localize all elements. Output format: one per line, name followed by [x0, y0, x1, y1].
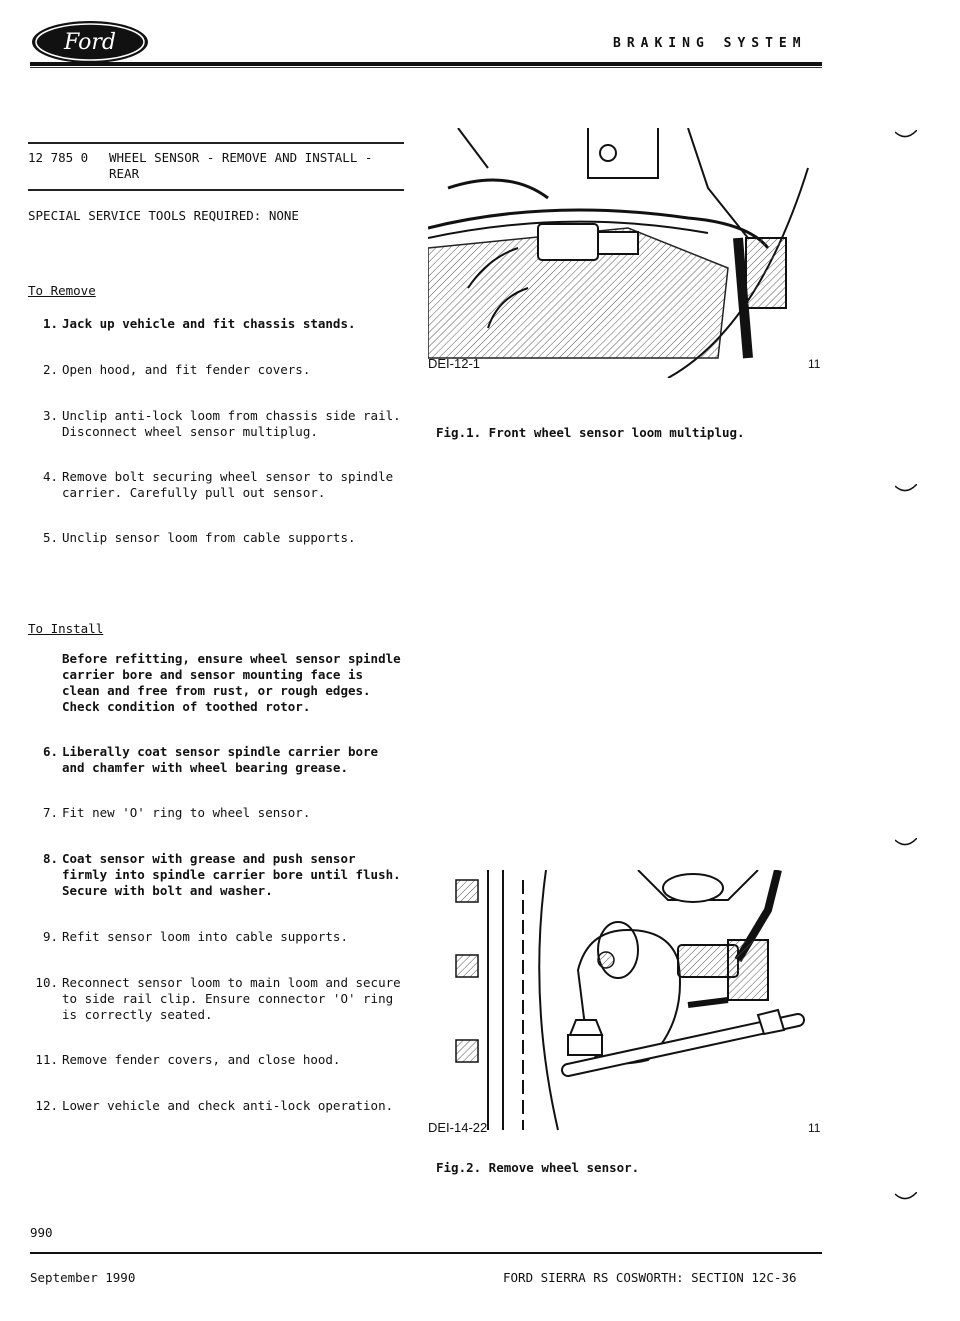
figure-1-illustration [428, 128, 820, 378]
step-number: 8. [42, 851, 58, 866]
footer-rule [30, 1252, 822, 1254]
step-text: Remove fender covers, and close hood. [62, 1052, 341, 1067]
header-rule [30, 62, 822, 66]
section-heading [28, 150, 408, 181]
section-number: 12 785 0 [28, 150, 89, 165]
step-number: 12. [35, 1098, 58, 1113]
figure-2-tag: 11 [808, 1121, 820, 1135]
special-tools-line: SPECIAL SERVICE TOOLS REQUIRED: NONE [28, 208, 299, 223]
footer-reference: FORD SIERRA RS COSWORTH: SECTION 12C-36 [503, 1270, 797, 1285]
section-top-rule [28, 142, 404, 144]
figure-1-code: DEI-12-1 [428, 356, 481, 371]
step-number: 5. [42, 530, 58, 545]
margin-mark [895, 130, 917, 140]
footer-date: September 1990 [30, 1270, 136, 1285]
remove-heading: To Remove [28, 283, 96, 298]
section-title-line1: WHEEL SENSOR - REMOVE AND INSTALL - [109, 150, 373, 165]
figure-2-caption: Fig.2. Remove wheel sensor. [436, 1160, 640, 1175]
install-note: Before refitting, ensure wheel sensor spindle carrier bore and sensor mounting face is clean and free from rust, or rough edges. Check condition of toothed rotor. [62, 651, 401, 714]
step-text: Fit new 'O' ring to wheel sensor. [62, 805, 311, 820]
step-number: 9. [42, 929, 58, 944]
figure-2-code: DEI-14-22 [428, 1120, 488, 1135]
step-text: Coat sensor with grease and push sensor firmly into spindle carrier bore until flush. Secure with bolt and washer. [62, 851, 401, 898]
step-number: 10. [35, 975, 58, 990]
step-number: 11. [35, 1052, 58, 1067]
step-text: Lower vehicle and check anti-lock operation. [62, 1098, 394, 1113]
step-number: 4. [42, 469, 58, 484]
step-text: Jack up vehicle and fit chassis stands. [62, 316, 356, 331]
step-number: 7. [42, 805, 58, 820]
margin-mark [895, 838, 917, 848]
step-number: 6. [42, 744, 58, 759]
step-text: Open hood, and fit fender covers. [62, 362, 311, 377]
install-heading: To Install [28, 621, 104, 636]
step-text: Unclip anti-lock loom from chassis side rail. Disconnect wheel sensor multiplug. [62, 408, 401, 439]
section-bottom-rule [28, 189, 404, 191]
page-number: 990 [30, 1225, 53, 1240]
margin-mark [895, 1192, 917, 1202]
margin-mark [895, 484, 917, 494]
logo-text: Ford [64, 30, 116, 55]
step-text: Refit sensor loom into cable supports. [62, 929, 348, 944]
page-title: BRAKING SYSTEM [613, 36, 807, 51]
step-number: 3. [42, 408, 58, 423]
step-number: 2. [42, 362, 58, 377]
step-text: Liberally coat sensor spindle carrier bore and chamfer with wheel bearing grease. [62, 744, 379, 775]
figure-1-caption: Fig.1. Front wheel sensor loom multiplug. [436, 425, 745, 440]
step-text: Reconnect sensor loom to main loom and secure to side rail clip. Ensure connector 'O' ring is correctly seated. [62, 975, 401, 1022]
section-title-line2: REAR [109, 166, 140, 181]
header-rule-thin [30, 67, 822, 68]
step-number: 1. [42, 316, 58, 331]
step-text: Remove bolt securing wheel sensor to spindle carrier. Carefully pull out sensor. [62, 469, 394, 500]
figure-1-tag: 11 [808, 357, 820, 371]
ford-logo [30, 18, 150, 66]
step-text: Unclip sensor loom from cable supports. [62, 530, 356, 545]
figure-2-illustration [428, 870, 820, 1140]
